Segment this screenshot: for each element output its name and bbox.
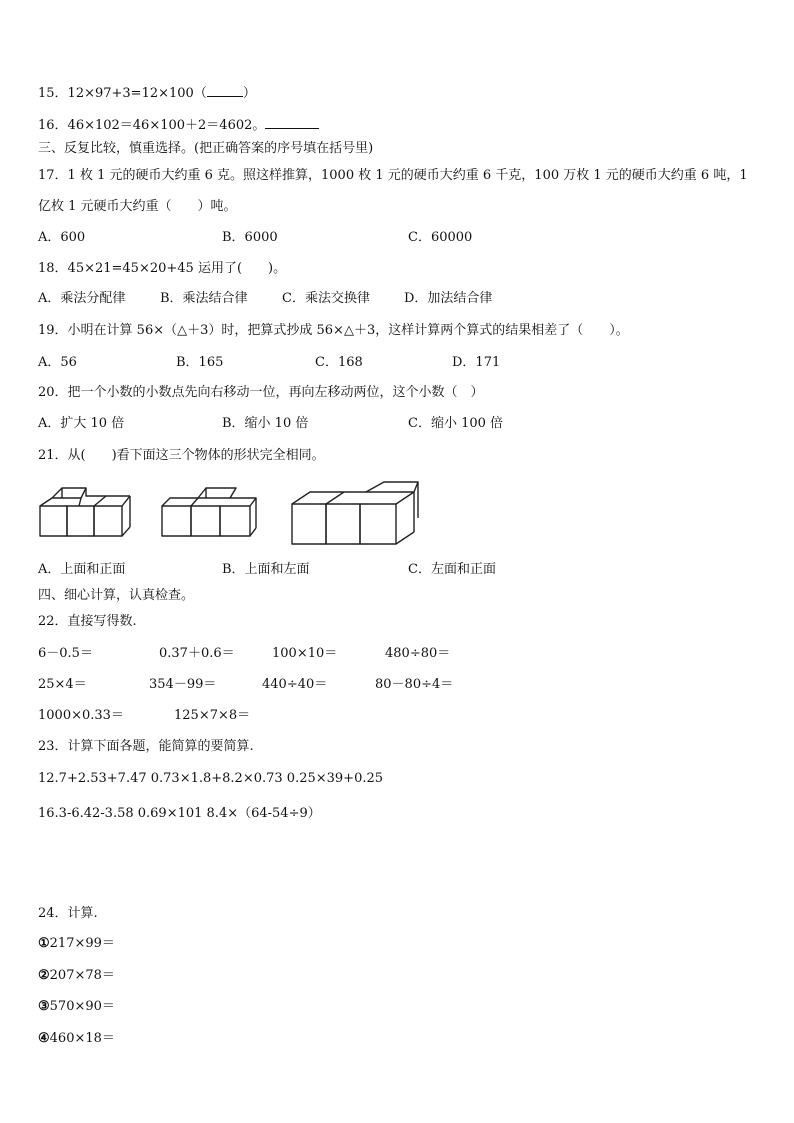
option-a[interactable]: A．600 — [38, 230, 86, 245]
option-a[interactable]: A．上面和正面 — [38, 562, 126, 577]
section-heading-4: 四、细心计算，认真检查。 — [38, 588, 195, 603]
question-21: 21．从( )看下面这三个物体的形状完全相同。 — [38, 448, 325, 463]
option-d[interactable]: D．171 — [452, 355, 501, 370]
question-20: 20．把一个小数的小数点先向右移动一位，再向左移动两位，这个小数（ ） — [38, 385, 484, 400]
mental-math-item: 0.37＋0.6＝ — [159, 646, 235, 661]
mental-math-item: 480÷80＝ — [385, 646, 451, 661]
option-a[interactable]: A．扩大 10 倍 — [38, 416, 125, 431]
option-b[interactable]: B．上面和左面 — [222, 562, 310, 577]
answer-blank[interactable] — [265, 116, 319, 129]
option-b[interactable]: B．6000 — [222, 230, 278, 245]
item-expression: 207×78＝ — [49, 968, 115, 983]
question-19: 19．小明在计算 56×（△＋3）时，把算式抄成 56×△＋3，这样计算两个算式的结果相差了（ ）。 — [38, 323, 629, 338]
item-number: ② — [38, 968, 50, 983]
question-17-line-1: 17．1 枚 1 元的硬币大约重 6 克。照这样推算，1000 枚 1 元的硬币大约重 6 千克，100 万枚 1 元的硬币大约重 6 吨，1 — [38, 168, 748, 183]
option-a[interactable]: A．乘法分配律 — [38, 291, 126, 306]
item-expression: 217×99＝ — [49, 936, 115, 951]
question-18: 18．45×21=45×20+45 运用了( )。 — [38, 261, 287, 276]
option-b[interactable]: B．缩小 10 倍 — [222, 416, 309, 431]
option-c[interactable]: C．乘法交换律 — [282, 291, 370, 306]
mental-math-item: 80－80÷4＝ — [375, 677, 454, 692]
solid-figure-2 — [158, 484, 264, 542]
question-15 — [38, 84, 256, 102]
item-number: ④ — [38, 1031, 50, 1046]
mental-math-item: 100×10＝ — [272, 646, 338, 661]
question-24-title: 24．计算. — [38, 906, 98, 921]
option-c[interactable]: C．左面和正面 — [408, 562, 496, 577]
section-heading-3: 三、反复比较，慎重选择。(把正确答案的序号填在括号里) — [38, 141, 374, 156]
item-number: ③ — [38, 999, 50, 1014]
option-a[interactable]: A．56 — [38, 355, 77, 370]
question-23-title: 23．计算下面各题，能简算的要简算. — [38, 739, 254, 754]
solid-figure-1 — [36, 484, 136, 542]
question-24-item — [38, 1031, 115, 1047]
question-23-line-1: 12.7+2.53+7.47 0.73×1.8+8.2×0.73 0.25×39+0.25 — [38, 771, 384, 786]
option-c[interactable]: C．168 — [315, 355, 363, 370]
option-c[interactable]: C．缩小 100 倍 — [408, 416, 504, 431]
item-expression: 570×90＝ — [49, 999, 115, 1014]
item-number: ① — [38, 936, 50, 951]
option-c[interactable]: C．60000 — [408, 230, 473, 245]
mental-math-item: 125×7×8＝ — [174, 708, 251, 723]
option-b[interactable]: B．165 — [176, 355, 224, 370]
question-16 — [38, 116, 319, 134]
mental-math-item: 6－0.5＝ — [38, 646, 93, 661]
question-15-close: ） — [242, 86, 256, 101]
question-15-text: 15．12×97+3=12×100（ — [38, 86, 207, 101]
mental-math-item: 1000×0.33＝ — [38, 708, 124, 723]
question-24-item — [38, 936, 115, 952]
question-16-text: 16．46×102＝46×100＋2＝4602。 — [38, 118, 266, 133]
answer-blank[interactable] — [207, 84, 243, 97]
question-22-title: 22．直接写得数. — [38, 614, 137, 629]
solid-figure-3 — [288, 478, 424, 550]
option-d[interactable]: D．加法结合律 — [404, 291, 493, 306]
mental-math-item: 440÷40＝ — [262, 677, 328, 692]
option-b[interactable]: B．乘法结合律 — [160, 291, 248, 306]
question-24-item — [38, 968, 115, 984]
item-expression: 460×18＝ — [49, 1031, 115, 1046]
mental-math-item: 354－99＝ — [149, 677, 217, 692]
question-17-line-2: 亿枚 1 元硬币大约重（ ）吨。 — [38, 199, 237, 214]
question-23-line-2: 16.3-6.42-3.58 0.69×101 8.4×（64-54÷9） — [38, 806, 321, 821]
question-24-item — [38, 999, 115, 1015]
mental-math-item: 25×4＝ — [38, 677, 87, 692]
